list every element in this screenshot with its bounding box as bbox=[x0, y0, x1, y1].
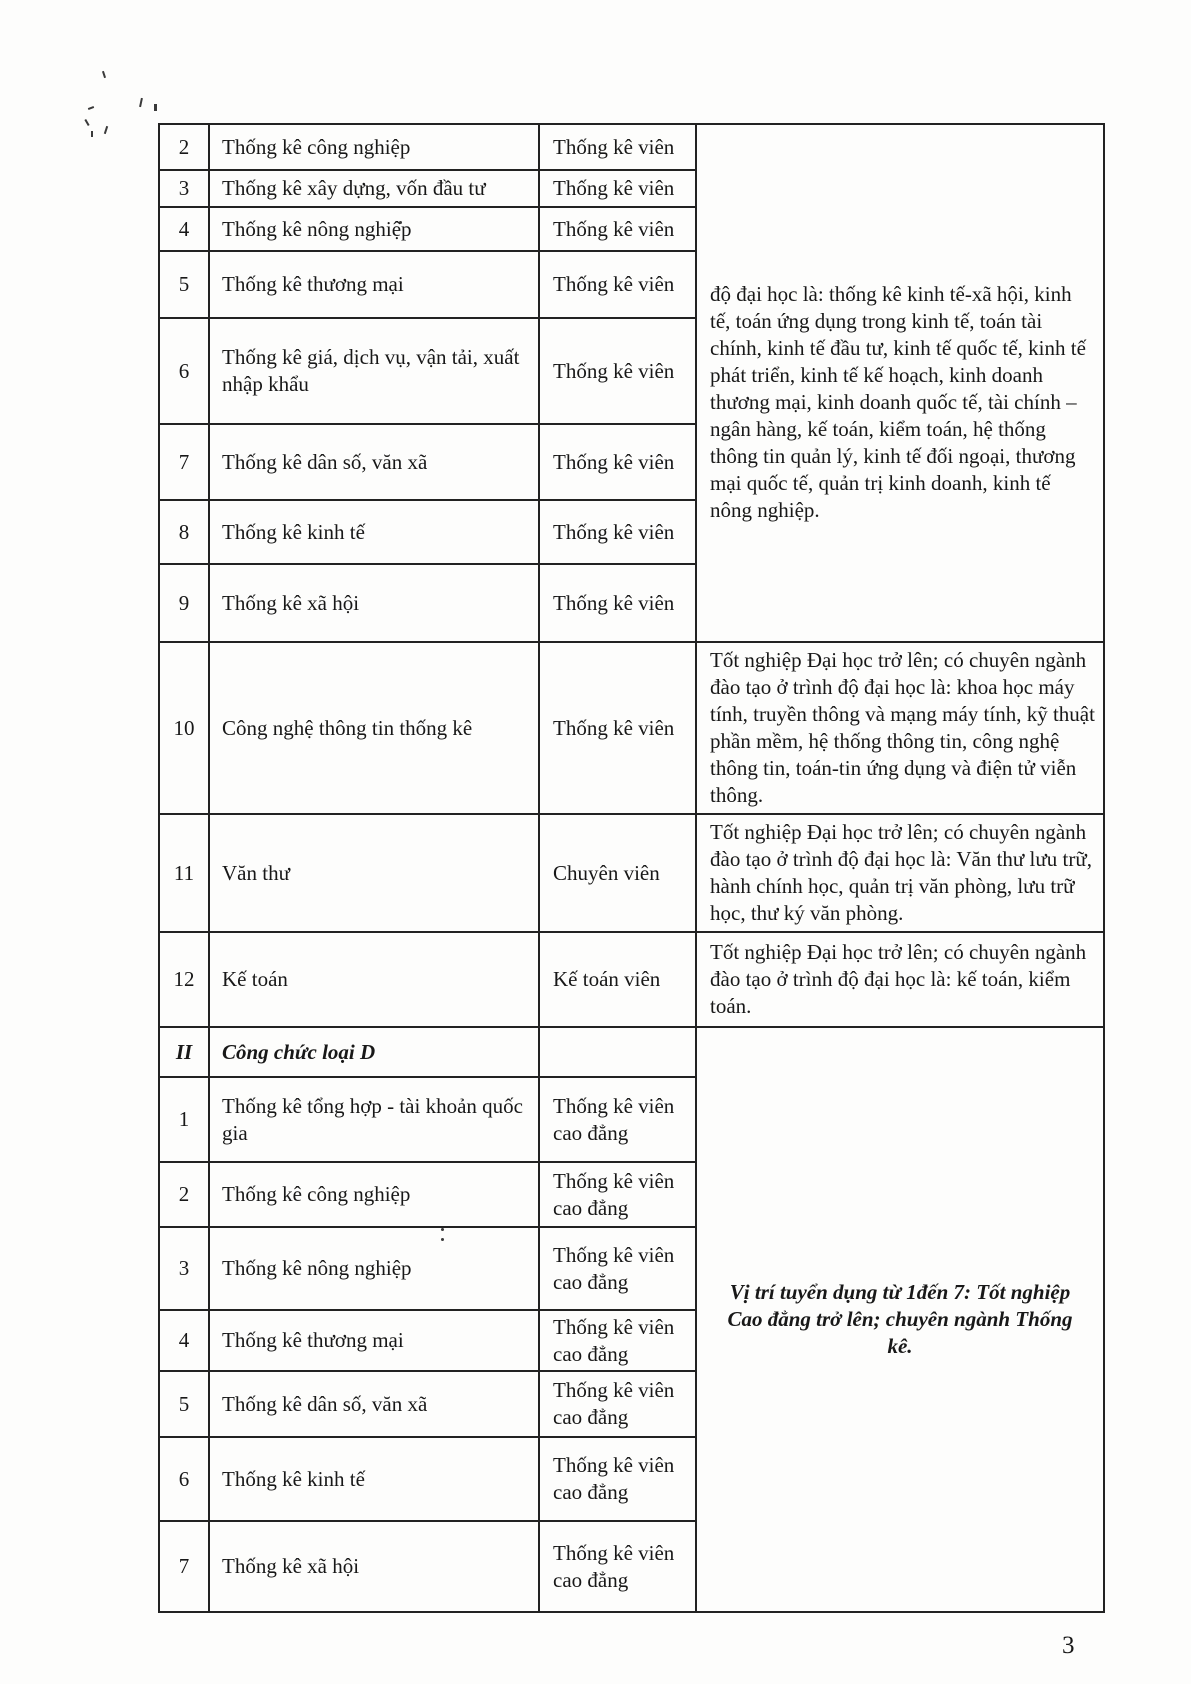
table-row bbox=[159, 932, 1104, 1027]
row-no: 1 bbox=[159, 1077, 209, 1162]
scan-artifact bbox=[104, 126, 108, 134]
requirement-cell-group2: Vị trí tuyển dụng từ 1đến 7: Tốt nghiệp Cao đẳng trở lên; chuyên ngành Thống kê. bbox=[696, 1027, 1104, 1612]
row-title: Thống kê viên bbox=[539, 424, 696, 500]
requirement-cell-row12: Tốt nghiệp Đại học trở lên; có chuyên ngành đào tạo ở trình độ đại học là: kế toán, kiểm toán. bbox=[696, 932, 1104, 1027]
row-title: Thống kê viên bbox=[539, 170, 696, 207]
row-position: Thống kê thương mại bbox=[209, 251, 539, 318]
section-label: Công chức loại D bbox=[209, 1027, 539, 1077]
row-position: Thống kê nông nghiệp bbox=[209, 207, 539, 251]
row-title: Thống kê viên cao đẳng bbox=[539, 1371, 696, 1437]
row-position: Thống kê xã hội bbox=[209, 1521, 539, 1612]
row-no: 2 bbox=[159, 124, 209, 170]
row-position: Kế toán bbox=[209, 932, 539, 1027]
row-title: Thống kê viên bbox=[539, 500, 696, 564]
row-position: Thống kê công nghiệp bbox=[209, 1162, 539, 1227]
row-title: Chuyên viên bbox=[539, 814, 696, 932]
row-position: Thống kê dân số, văn xã bbox=[209, 424, 539, 500]
scan-artifact bbox=[102, 71, 106, 78]
row-no: 7 bbox=[159, 1521, 209, 1612]
row-position: Thống kê giá, dịch vụ, vận tải, xuất nhập khẩu bbox=[209, 318, 539, 424]
row-no: 11 bbox=[159, 814, 209, 932]
section-header-row bbox=[159, 1027, 1104, 1077]
scan-artifact bbox=[91, 131, 93, 137]
row-no: 7 bbox=[159, 424, 209, 500]
row-no: 5 bbox=[159, 1371, 209, 1437]
row-position: Thống kê xã hội bbox=[209, 564, 539, 642]
row-position: Thống kê nông nghiệp bbox=[209, 1227, 539, 1310]
requirement-cell-group1: độ đại học là: thống kê kinh tế-xã hội, kinh tế, toán ứng dụng trong kinh tế, toán tài chính, kinh tế đầu tư, kinh tế quốc tế, kinh tế phát triển, kinh tế kế hoạch, kinh doanh thương mại, kinh doanh quốc tế, tài chính – ngân hàng, kế toán, kiểm toán, hệ thống thông tin quản lý, kinh tế đối ngoại, thương mại quốc tế, quản trị kinh doanh, kinh tế nông nghiệp. bbox=[696, 124, 1104, 642]
row-title: Thống kê viên bbox=[539, 251, 696, 318]
row-no: 3 bbox=[159, 1227, 209, 1310]
row-no: 8 bbox=[159, 500, 209, 564]
row-position: Văn thư bbox=[209, 814, 539, 932]
row-no: 3 bbox=[159, 170, 209, 207]
scan-artifact bbox=[88, 106, 94, 110]
row-title: Thống kê viên bbox=[539, 207, 696, 251]
row-no: 12 bbox=[159, 932, 209, 1027]
row-position: Thống kê tổng hợp - tài khoản quốc gia bbox=[209, 1077, 539, 1162]
table-row bbox=[159, 814, 1104, 932]
row-position: Thống kê xây dựng, vốn đầu tư bbox=[209, 170, 539, 207]
section-title-empty bbox=[539, 1027, 696, 1077]
table-row bbox=[159, 124, 1104, 170]
requirement-cell-row11: Tốt nghiệp Đại học trở lên; có chuyên ngành đào tạo ở trình độ đại học là: Văn thư lưu trữ, hành chính học, quản trị văn phòng, lưu trữ học, thư ký văn phòng. bbox=[696, 814, 1104, 932]
row-title: Kế toán viên bbox=[539, 932, 696, 1027]
row-title: Thống kê viên cao đẳng bbox=[539, 1162, 696, 1227]
scan-artifact bbox=[84, 119, 89, 126]
row-title: Thống kê viên bbox=[539, 318, 696, 424]
section-no: II bbox=[159, 1027, 209, 1077]
requirement-cell-row10: Tốt nghiệp Đại học trở lên; có chuyên ngành đào tạo ở trình độ đại học là: khoa học máy tính, truyền thông và mạng máy tính, kỹ thuật phần mềm, hệ thống thông tin, công nghệ thông tin, toán-tin ứng dụng và điện tử viễn thông. bbox=[696, 642, 1104, 814]
row-position: Thống kê dân số, văn xã bbox=[209, 1371, 539, 1437]
row-no: 9 bbox=[159, 564, 209, 642]
row-no: 4 bbox=[159, 1310, 209, 1371]
row-no: 6 bbox=[159, 1437, 209, 1521]
row-title: Thống kê viên bbox=[539, 124, 696, 170]
table-row bbox=[159, 642, 1104, 814]
row-no: 5 bbox=[159, 251, 209, 318]
row-title: Thống kê viên cao đẳng bbox=[539, 1437, 696, 1521]
row-no: 4 bbox=[159, 207, 209, 251]
row-no: 10 bbox=[159, 642, 209, 814]
row-title: Thống kê viên cao đẳng bbox=[539, 1077, 696, 1162]
scan-artifact bbox=[154, 104, 157, 111]
scan-artifact bbox=[139, 98, 143, 107]
row-title: Thống kê viên bbox=[539, 564, 696, 642]
row-title: Thống kê viên cao đẳng bbox=[539, 1227, 696, 1310]
row-position: Thống kê thương mại bbox=[209, 1310, 539, 1371]
row-no: 6 bbox=[159, 318, 209, 424]
recruitment-positions-table bbox=[158, 123, 1105, 1613]
row-position: Công nghệ thông tin thống kê bbox=[209, 642, 539, 814]
row-position: Thống kê công nghiệp bbox=[209, 124, 539, 170]
row-no: 2 bbox=[159, 1162, 209, 1227]
row-position: Thống kê kinh tế bbox=[209, 500, 539, 564]
row-title: Thống kê viên cao đẳng bbox=[539, 1521, 696, 1612]
row-title: Thống kê viên bbox=[539, 642, 696, 814]
page-number: 3 bbox=[1062, 1632, 1075, 1659]
row-position: Thống kê kinh tế bbox=[209, 1437, 539, 1521]
row-title: Thống kê viên cao đẳng bbox=[539, 1310, 696, 1371]
